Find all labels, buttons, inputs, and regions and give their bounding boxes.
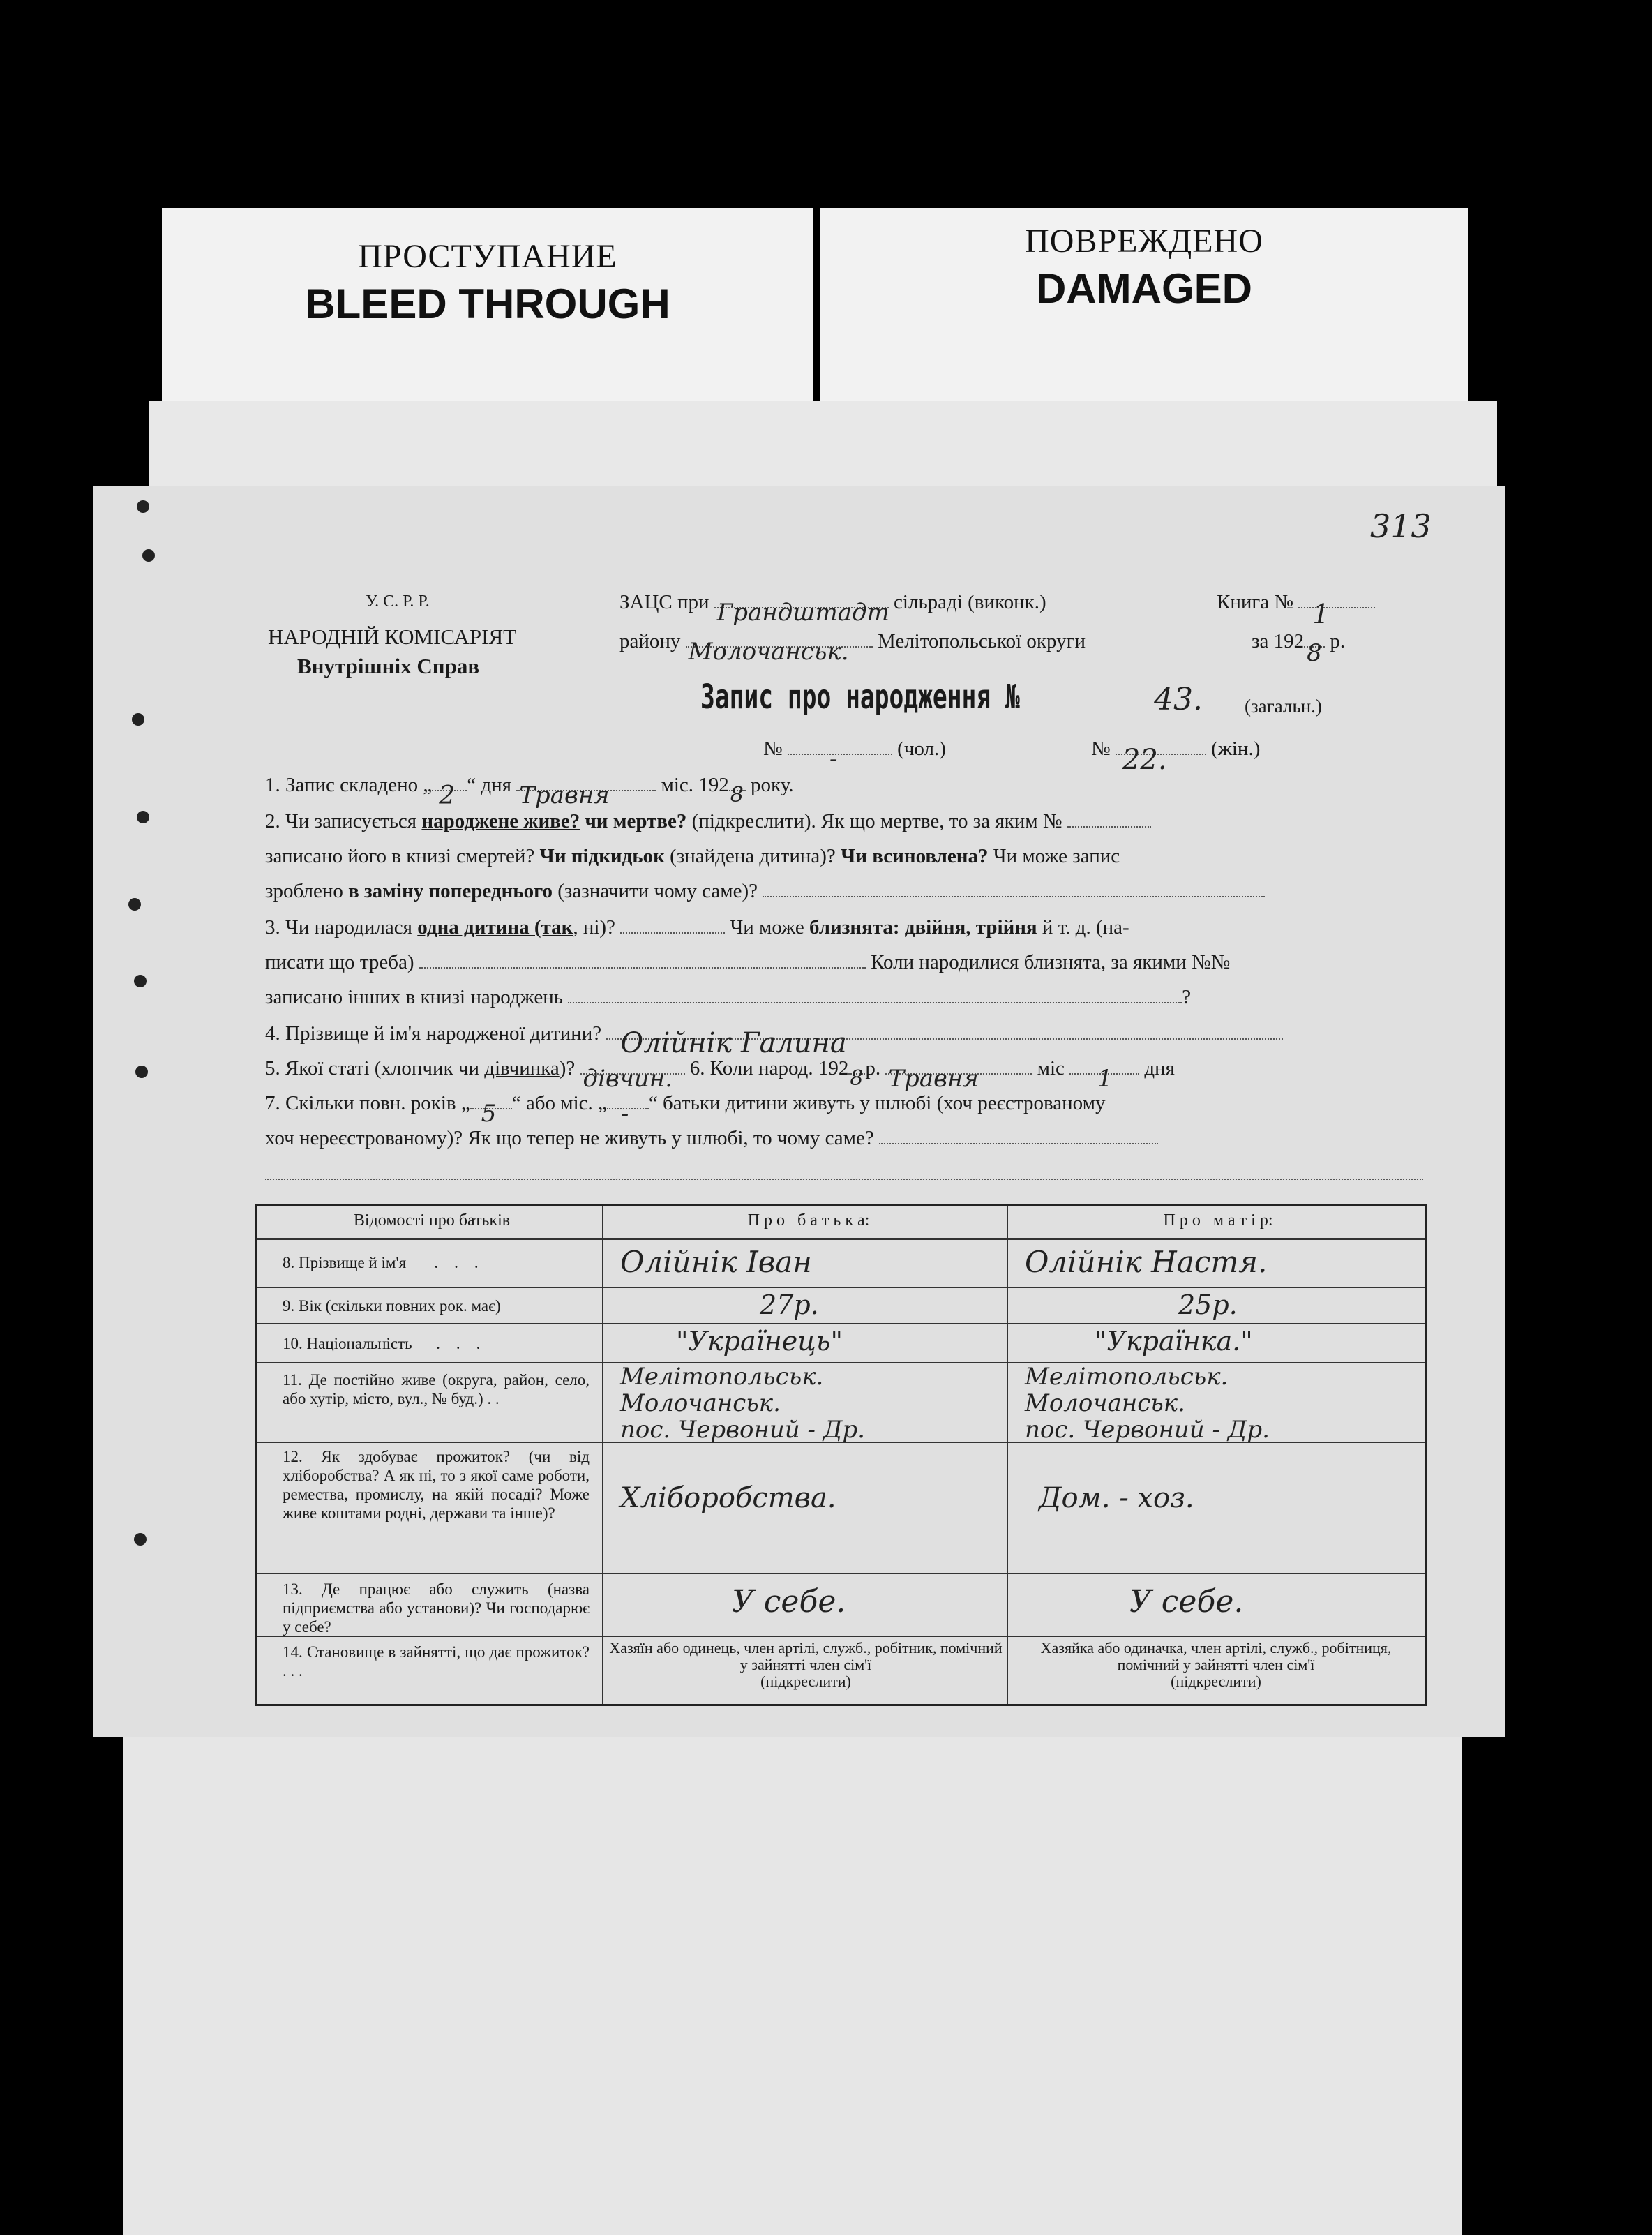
child-sex: дівчин. [583,1065,673,1093]
row-label-livelihood: 12. Як здобуває прожиток? (чи від хліборобства? А як ні, то з якої саме роботи, ремества, промислу, на якій посаді? Може живе коштами родні, держави та інше)? [283,1448,590,1522]
district-line [620,630,1086,666]
year-label: за 192 [1252,630,1305,652]
bleed-through-label-ru: ПРОСТУПАНИЕ [358,238,617,275]
q2-text-2e: Чи може запис [993,845,1120,867]
q2-adopted: Чи всиновлена? [841,845,989,867]
q2-text-3a: зроблено [265,880,343,902]
q3-text: 3. Чи народилася [265,916,413,939]
female-label: (жін.) [1211,738,1261,760]
q2-born-alive: народжене живе? [421,810,580,832]
father-livelihood: Хліборобства. [620,1482,836,1514]
record-number: 43. [1154,682,1203,717]
row-label-employment: 14. Становище в зайнятті, що дає прожиток? . . . [283,1643,590,1680]
male-no-label: № [763,738,783,760]
father-age: 27р. [760,1290,819,1320]
parents-table [255,1204,1427,1706]
record-title: Запис про народження № [700,678,1020,717]
child-name: Олійнік Галина [620,1027,847,1059]
table-divider [1007,1206,1008,1704]
punch-hole [128,898,141,911]
marriage-months: - [620,1100,629,1128]
q3-text-3a: записано інших в книзі народжень [265,986,563,1008]
book-number: 1 [1312,599,1330,629]
q6-text-f: міс [1037,1057,1065,1079]
mother-livelihood: Дом. - хоз. [1039,1482,1194,1514]
q5-text-a: 5. Якої статі (хлопчик чи [265,1057,479,1079]
damaged-card [820,208,1468,417]
q6-text: 6. Коли народ. 192 [689,1057,849,1079]
mother-nationality: "Українка." [1095,1326,1253,1356]
q7-text-b: “ або міс. „ [511,1092,607,1114]
q1-text-d: року. [751,774,794,796]
female-number-line [1091,738,1261,776]
record-month: Травня [519,782,610,809]
q7-text-a: 7. Скільки повн. років „ [265,1092,470,1114]
father-residence: Мелітопольськ. Молочанськ. пос. Червоний - Др. [620,1363,865,1444]
punch-hole [134,975,147,987]
punch-hole [142,549,155,562]
q3-line-2 [265,951,1230,974]
year-line [1252,630,1346,667]
table-rule [257,1238,1425,1240]
district-name: Молочанськ. [688,638,849,666]
father-nationality: "Українець" [676,1326,843,1356]
table-rule [257,1287,1425,1288]
birth-record-sheet [93,486,1505,1737]
q5-line [265,1057,1176,1093]
bleed-through-card [162,208,813,417]
q5-text-c: )? [559,1057,576,1079]
female-number: 22. [1122,744,1167,776]
q7-line-1 [265,1092,1106,1128]
row-label-residence: 11. Де постійно живе (округа, район, село, або хутір, місто, вул., № буд.) . . [283,1371,590,1407]
table-divider [602,1206,603,1704]
father-employment: Хазяїн або одинець, член артілі, служб., робітник, помічний у зайнятті член сім'ї (підкреслити) [609,1639,1003,1690]
punch-hole [132,713,144,726]
village-name: Грандштадт [716,599,889,627]
female-no-label: № [1091,738,1111,760]
q3-text-c: , ні)? [573,916,615,939]
q3-text-2a: писати що треба) [265,951,414,973]
mother-employment: Хазяйка або одиначка, член артілі, служб., робітниця, помічний у зайнятті член сім'ї (підкреслити) [1040,1639,1392,1690]
q4-label: 4. Прізвище й ім'я народженої дитини? [265,1022,602,1045]
q1-text-c: міс. 192 [661,774,729,796]
q7-dotted-line [265,1179,1423,1180]
q3-text-2b: Коли народилися близнята, за якими №№ [871,951,1231,973]
q2-line-1 [265,810,1151,833]
zags-prefix: ЗАЦС при [620,591,709,613]
punch-hole [137,500,149,513]
ussr-label: У. С. Р. Р. [366,592,430,611]
q2-text-d: (підкреслити). Як що мертве, то за яким № [691,810,1062,832]
council-suffix: сільраді (виконк.) [894,591,1046,613]
q6-text-e: р. [865,1057,881,1079]
mother-age: 25р. [1178,1290,1238,1320]
birth-year: 8 [850,1066,864,1091]
table-rule [257,1573,1425,1574]
record-year-q1: 8 [730,783,744,807]
table-header-father: П р о б а т ь к а: [747,1211,870,1229]
q4-line [265,1022,1283,1059]
male-number-line [763,738,946,773]
year-suffix: р. [1330,630,1346,652]
q2-line-3 [265,880,1265,903]
male-number: - [829,745,838,773]
mother-residence: Мелітопольськ. Молочанськ. пос. Червоний - Др. [1025,1363,1270,1444]
birth-day: 1 [1097,1065,1113,1093]
record-day: 2 [439,782,456,810]
backing-paper [149,401,1497,498]
record-year: 8 [1307,639,1322,667]
punch-hole [134,1533,147,1546]
row-label-workplace: 13. Де працює або служить (назва підприємства або установи)? Чи господарює у себе? [283,1580,590,1636]
q2-text-3c: (зазначити чому саме)? [557,880,758,902]
internal-affairs-label: Внутрішніх Справ [297,654,480,678]
father-workplace: У себе. [732,1584,846,1620]
q2-foundling: Чи підкидьок [539,845,665,867]
damaged-label-en: DAMAGED [1036,265,1252,312]
q7-line-2 [265,1127,1158,1150]
row-label-nationality: 10. Національність . . . [283,1335,481,1352]
backing-paper-bottom [123,1717,1462,2235]
row-label-age: 9. Вік (скільки повних рок. має) [283,1297,501,1315]
zags-line [620,591,1046,627]
q2-text: 2. Чи записується [265,810,417,832]
q7-text-c: “ батьки дитини живуть у шлюбі (хоч реєстрованому [648,1092,1106,1114]
q6-text-g: дня [1144,1057,1176,1079]
page-number: 313 [1370,507,1432,545]
book-label: Книга № [1217,591,1294,613]
damaged-label-ru: ПОВРЕЖДЕНО [1025,223,1263,260]
father-name: Олійнік Іван [620,1245,812,1279]
q2-text-2c: (знайдена дитина)? [670,845,836,867]
bleed-through-label-en: BLEED THROUGH [305,281,670,327]
q3-twins: близнята: двійня, трійня [809,916,1037,939]
q7-text-2: хоч нереєстрованому)? Як що тепер не живуть у шлюбі, то чому саме? [265,1127,874,1149]
q1-text-a: 1. Запис складено „ [265,774,433,796]
punch-hole [137,811,149,823]
punch-hole [135,1066,148,1078]
q2-stillborn: чи мертве? [585,810,687,832]
q2-text-2a: записано його в книзі смертей? [265,845,535,867]
birth-month: Травня [888,1065,979,1093]
q1-text-b: “ дня [467,774,511,796]
table-rule [257,1323,1425,1324]
q3-text-3b: ? [1182,986,1192,1008]
q3-single-child: одна дитина (так [417,916,573,939]
q3-line-3 [265,986,1191,1009]
q3-line-1 [265,916,1129,939]
general-label: (загальн.) [1245,696,1322,717]
book-line [1217,591,1375,629]
male-label: (чол.) [897,738,946,760]
table-header-mother: П р о м а т і р: [1163,1211,1273,1229]
table-header-info: Відомості про батьків [353,1211,511,1229]
q5-girl: дівчинка [484,1057,560,1079]
mother-name: Олійнік Настя. [1025,1245,1268,1279]
q2-line-2 [265,845,1120,868]
mother-workplace: У себе. [1129,1584,1244,1620]
okrug-label: Мелітопольської округи [877,630,1086,652]
row-label-name: 8. Прізвище й ім'я . . . [283,1254,479,1271]
q1-line [265,774,794,810]
district-label: району [620,630,681,652]
marriage-years: 5 [481,1100,497,1128]
q3-text-f: й т. д. (на- [1042,916,1129,939]
q3-text-d: Чи може [730,916,804,939]
commissariat-label: НАРОДНІЙ КОМІСАРІЯТ [268,625,517,649]
q2-replacement: в заміну попереднього [348,880,553,902]
